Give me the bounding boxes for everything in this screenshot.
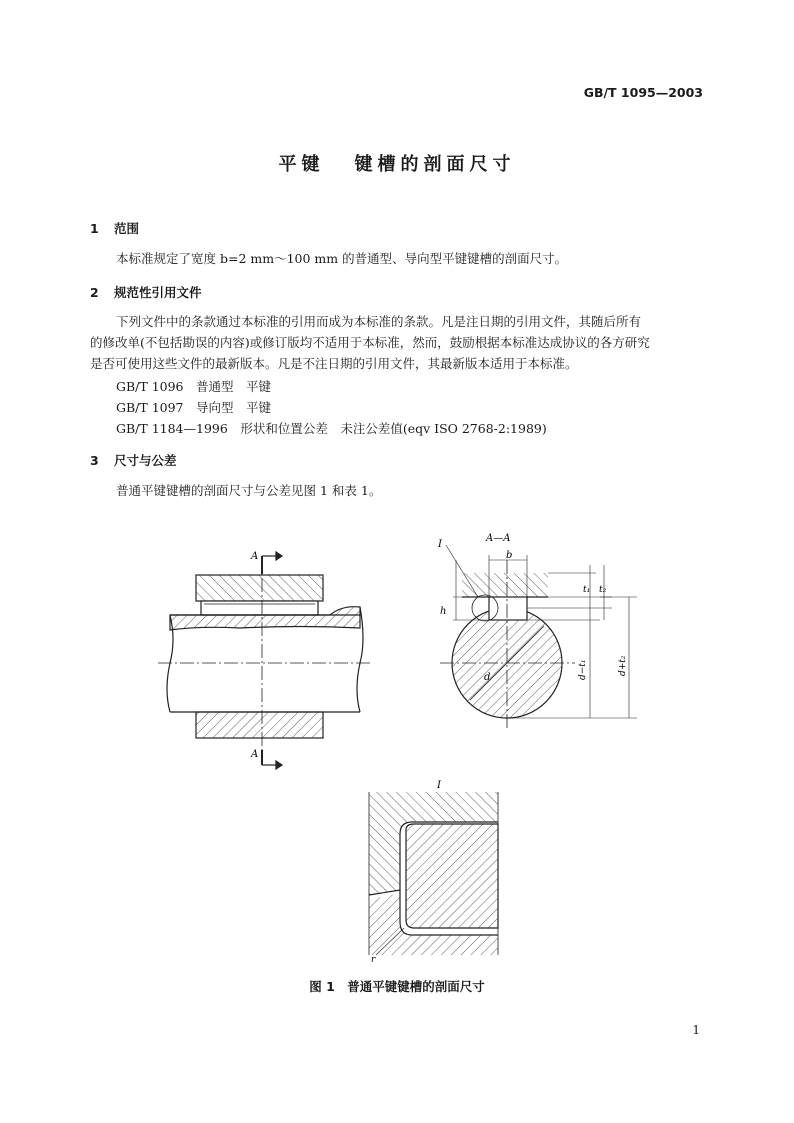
section-title: 尺寸与公差 [114, 453, 177, 468]
section-view-label: A—A [486, 533, 511, 544]
section-2-para-line-1: 下列文件中的条款通过本标准的引用而成为本标准的条款。凡是注日期的引用文件，其随后所有 [116, 314, 642, 329]
section-number: 2 [90, 285, 99, 300]
section-number: 1 [90, 221, 99, 236]
section-number: 3 [90, 453, 99, 468]
page-number: 1 [692, 1023, 700, 1037]
title-part-2: 键槽的剖面尺寸 [354, 154, 516, 175]
detail-title: I [437, 780, 441, 791]
reference-item: GB/T 1097 导向型 平键 [116, 400, 272, 415]
detail-view [369, 792, 498, 955]
dim-b: b [506, 550, 513, 561]
dim-t1: t₁ [583, 585, 591, 595]
dim-d: d [484, 672, 491, 683]
section-3-text: 普通平键键槽的剖面尺寸与公差见图 1 和表 1。 [116, 483, 382, 498]
dim-r: r [371, 955, 376, 965]
section-1-text: 本标准规定了宽度 b=2 mm～100 mm 的普通型、导向型平键键槽的剖面尺寸。 [116, 251, 568, 266]
dim-d-minus-t1: d−t₁ [578, 659, 588, 680]
section-title: 范围 [114, 221, 140, 236]
section-mark-top: A [251, 551, 259, 562]
section-2-para-line-3: 是否可使用这些文件的最新版本。凡是不注日期的引用文件，其最新版本适用于本标准。 [90, 356, 578, 371]
reference-item: GB/T 1184—1996 形状和位置公差 未注公差值(eqv ISO 2768-2:1989) [116, 421, 547, 436]
section-2-para-line-2: 的修改单(不包括勘误的内容)或修订版均不适用于本标准，然而，鼓励根据本标准达成协议的各方研究 [90, 335, 650, 350]
dim-t2: t₂ [599, 585, 607, 595]
longitudinal-view [158, 552, 370, 769]
reference-item: GB/T 1096 普通型 平键 [116, 379, 272, 394]
dim-h: h [440, 606, 447, 617]
section-mark-bottom: A [251, 749, 259, 760]
detail-mark: I [438, 539, 442, 550]
figure-caption: 图 1 普通平键键槽的剖面尺寸 [309, 979, 485, 994]
standard-number: GB/T 1095—2003 [583, 85, 703, 100]
section-title: 规范性引用文件 [114, 285, 202, 300]
dim-d-plus-t2: d+t₂ [618, 655, 628, 676]
cross-section-view [440, 545, 637, 730]
title-part-1: 平键 [278, 154, 325, 175]
